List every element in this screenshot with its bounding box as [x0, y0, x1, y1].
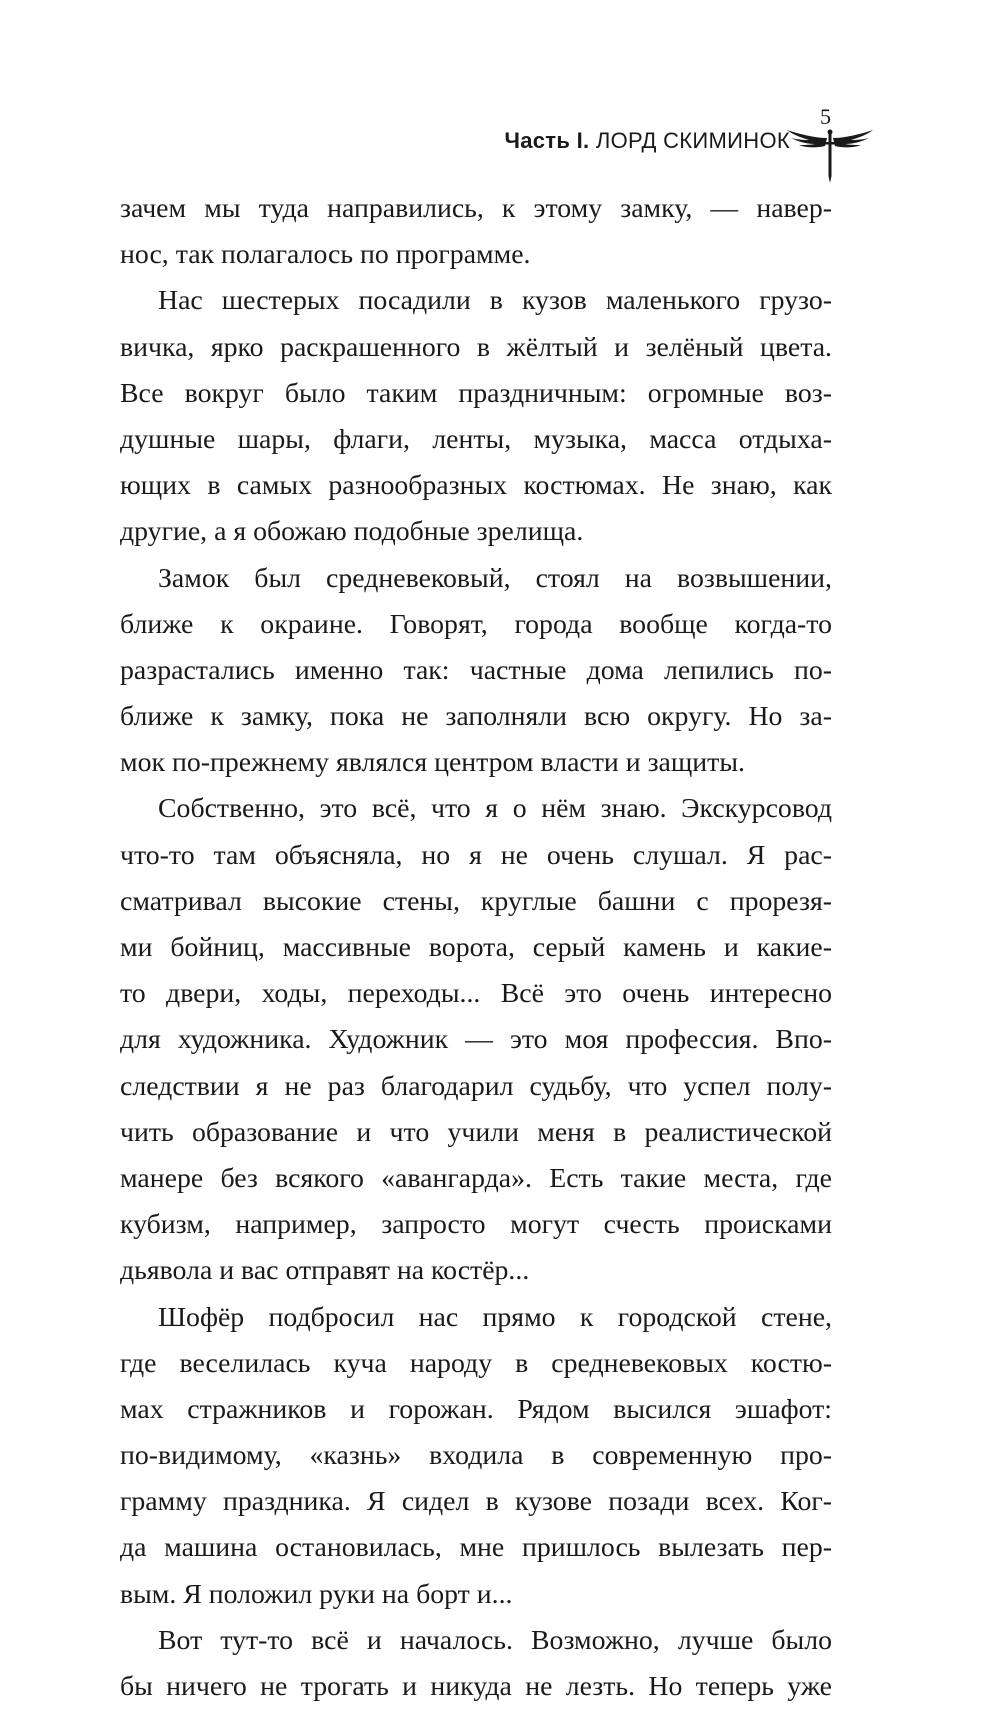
text-line: нос, так полагалось по программе.	[120, 239, 531, 271]
paragraph	[120, 186, 832, 278]
running-header	[504, 128, 790, 154]
text-line: Собственно, это всё, что я о нём знаю. Экскурсовод	[158, 793, 832, 825]
text-line: мах стражников и горожан. Рядом высился эшафот:	[120, 1393, 832, 1425]
text-line: то двери, ходы, переходы... Всё это очень интересно	[120, 978, 832, 1010]
text-line: вичка, ярко раскрашенного в жёлтый и зелёный цвета.	[120, 331, 832, 363]
text-line: для художника. Художник — это моя профессия. Впо-	[120, 1024, 832, 1056]
text-line: ближе к замку, пока не заполняли всю округу. Но за-	[120, 701, 832, 733]
text-line: мок по-прежнему являлся центром власти и защиты.	[120, 747, 745, 779]
text-line: Все вокруг было таким праздничным: огромные воз-	[120, 377, 832, 409]
text-line: вым. Я положил руки на борт и...	[120, 1578, 513, 1610]
text-line: манере без всякого «авангарда». Есть такие места, где	[120, 1162, 832, 1194]
text-line: ющих в самых разнообразных костюмах. Не знаю, как	[120, 470, 832, 502]
page-number: 5	[820, 104, 831, 129]
text-line: кубизм, например, запросто могут счесть происками	[120, 1209, 832, 1241]
paragraph	[120, 1295, 832, 1618]
text-line: сматривал высокие стены, круглые башни с прорезя-	[120, 885, 832, 917]
winged-sword-icon	[785, 128, 875, 184]
text-line: ми бойниц, массивные ворота, серый камень и какие-	[120, 932, 832, 963]
paragraph	[120, 786, 832, 1294]
text-line: Шофёр подбросил нас прямо к городской стене,	[158, 1301, 832, 1333]
text-line: Вот тут-то всё и началось. Возможно, лучше было	[158, 1624, 832, 1656]
text-line: дьявола и вас отправят на костёр...	[120, 1255, 530, 1287]
text-line: ближе к окраине. Говорят, города вообще когда-то	[120, 608, 832, 640]
text-line: бы ничего не трогать и никуда не лезть. Но теперь уже	[120, 1671, 832, 1702]
body-text	[120, 186, 832, 1710]
text-line: другие, а я обожаю подобные зрелища.	[120, 516, 584, 548]
text-line: Замок был средневековый, стоял на возвышении,	[158, 562, 832, 594]
text-line: грамму праздника. Я сидел в кузове позади всех. Ког-	[120, 1486, 832, 1518]
text-line: что-то там объясняла, но я не очень слушал. Я рас-	[120, 839, 832, 871]
text-line: по-видимому, «казнь» входила в современную про-	[120, 1440, 832, 1472]
text-line: душные шары, флаги, ленты, музыка, масса отдыха-	[120, 423, 832, 455]
text-line: следствии я не раз благодарил судьбу, что успел полу-	[120, 1070, 832, 1102]
text-line: Нас шестерых посадили в кузов маленького грузо-	[158, 285, 832, 317]
text-line: чить образование и что учили меня в реалистической	[120, 1116, 832, 1148]
paragraph	[120, 1618, 832, 1710]
text-line: где веселилась куча народу в средневековых костю-	[120, 1347, 832, 1379]
paragraph	[120, 556, 832, 787]
text-line: да машина остановилась, мне пришлось вылезать пер-	[120, 1532, 832, 1564]
chapter-title: ЛОРД СКИМИНОК	[595, 128, 790, 153]
text-line: разрастались именно так: частные дома лепились по-	[120, 654, 832, 686]
paragraph	[120, 278, 832, 555]
text-line: зачем мы туда направились, к этому замку, — навер-	[120, 193, 832, 224]
part-label: Часть I.	[504, 128, 590, 153]
